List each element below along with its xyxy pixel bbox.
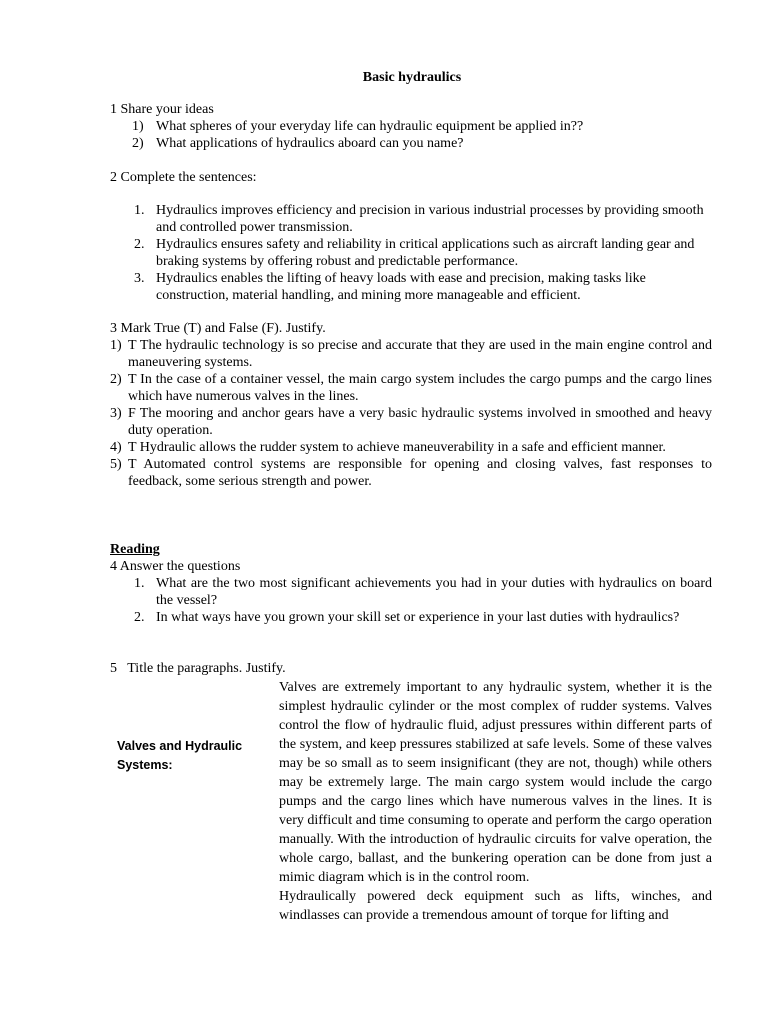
section-title-paragraphs (110, 660, 712, 677)
sentence-list (110, 202, 712, 304)
item-text: In what ways have you grown your skill set or experience in your last duties with hydraulics? (156, 610, 680, 625)
item-number: 1) (110, 338, 122, 353)
reading-passage (279, 678, 712, 925)
section-complete-sentences (110, 169, 712, 304)
item-number: 2. (134, 610, 145, 625)
item-text: What spheres of your everyday life can hydraulic equipment be applied in?? (156, 119, 584, 134)
list-item (110, 609, 712, 626)
item-number: 1) (132, 119, 144, 134)
list-item (110, 371, 712, 405)
list-item (110, 439, 712, 456)
paragraph-title-label: Valves and Hydraulic Systems: (117, 739, 243, 772)
list-item (110, 202, 712, 236)
section-heading: 2 Complete the sentences: (110, 170, 257, 185)
list-item (110, 236, 712, 270)
section-reading (110, 541, 712, 626)
section-heading: 1 Share your ideas (110, 102, 214, 117)
item-number: 3. (134, 271, 145, 286)
paragraph: Hydraulically powered deck equipment such as lifts, winches, and windlasses can provide a tremendous amount of torque for lifting and (279, 889, 712, 923)
section-heading: 4 Answer the questions (110, 559, 241, 574)
reading-label: Reading (110, 542, 160, 557)
item-text: What applications of hydraulics aboard can you name? (156, 136, 464, 151)
list-item (110, 118, 712, 135)
section-heading: 5 Title the paragraphs. Justify. (110, 661, 286, 676)
true-false-list (110, 337, 712, 490)
item-text: T In the case of a container vessel, the main cargo system includes the cargo pumps and the cargo lines which have numerous valves in the lines. (128, 372, 712, 404)
item-number: 4) (110, 440, 122, 455)
item-text: Hydraulics improves efficiency and precision in various industrial processes by providing smooth and controlled power transmission. (156, 203, 704, 235)
list-item (110, 405, 712, 439)
item-number: 3) (110, 406, 122, 421)
item-number: 2. (134, 237, 145, 252)
item-number: 1. (134, 576, 145, 591)
list-item (110, 337, 712, 371)
page-title: Basic hydraulics (362, 70, 462, 85)
item-text: What are the two most significant achievements you had in your duties with hydraulics on board the vessel? (156, 576, 712, 608)
item-text: T The hydraulic technology is so precise and accurate that they are used in the main engine control and maneuvering systems. (128, 338, 712, 370)
paragraph: Valves are extremely important to any hydraulic system, whether it is the simplest hydraulic cylinder or the most complex of rudder systems. Valves control the flow of hydraulic fluid, adjust pressures within different parts of the system, and keep pressures stabilized at safe levels. Some of these valves may be so small as to seem insignificant (they are not, though) while others may be extremely large. The main cargo system would include the cargo pumps and the cargo lines which have numerous valves in the lines. It is very difficult and time consuming to operate and perform the cargo operation manually. With the introduction of hydraulic circuits for valve operation, the whole cargo, ballast, and the bunkering operation can be done from just a mimic diagram which is in the control room. (279, 680, 712, 885)
list-item (110, 575, 712, 609)
item-number: 5) (110, 457, 122, 472)
section-heading: 3 Mark True (T) and False (F). Justify. (110, 321, 326, 336)
item-text: Hydraulics ensures safety and reliability in critical applications such as aircraft landing gear and braking systems by offering robust and predictable performance. (156, 237, 695, 269)
item-number: 1. (134, 203, 145, 218)
list-item (110, 270, 712, 304)
item-text: T Automated control systems are responsible for opening and closing valves, fast responses to feedback, some serious strength and power. (128, 457, 712, 489)
section-true-false (110, 320, 712, 490)
list-item (110, 456, 712, 490)
item-number: 2) (110, 372, 122, 387)
question-list (110, 118, 712, 152)
item-text: F The mooring and anchor gears have a very basic hydraulic systems involved in smoothed and heavy duty operation. (128, 406, 712, 438)
item-text: T Hydraulic allows the rudder system to achieve maneuverability in a safe and efficient manner. (128, 440, 666, 455)
item-text: Hydraulics enables the lifting of heavy loads with ease and precision, making tasks like construction, material handling, and mining more manageable and efficient. (156, 271, 646, 303)
section-share-ideas (110, 101, 712, 152)
item-number: 2) (132, 136, 144, 151)
list-item (110, 135, 712, 152)
reading-question-list (110, 575, 712, 626)
